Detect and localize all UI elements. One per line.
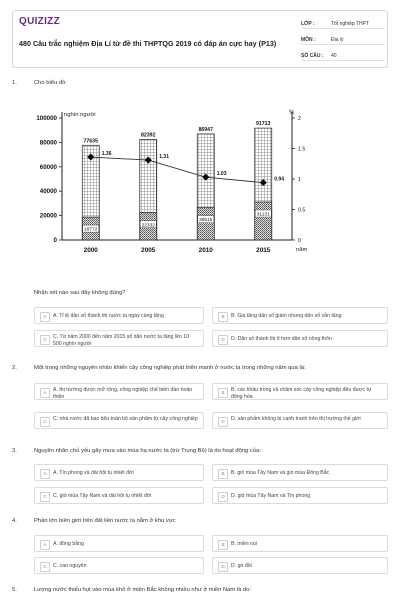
option-2c[interactable] (34, 412, 204, 429)
bar-urban (255, 202, 272, 240)
option-text: B. miền núi (231, 541, 257, 547)
option-letter: C (40, 417, 50, 427)
option-text: C. gió mùa Tây Nam và dải hội tụ nhiệt đới (53, 493, 152, 499)
y2-tick-label: 0 (298, 238, 301, 244)
option-2a[interactable] (34, 383, 204, 400)
growth-rate-label: 1.03 (216, 171, 227, 178)
y-axis-title: nghìn người (64, 112, 96, 118)
x-tick-label: 2000 (83, 247, 98, 254)
option-3c[interactable] (34, 487, 204, 504)
growth-rate-line (91, 157, 264, 183)
bar-urban (197, 208, 214, 240)
option-3a[interactable] (34, 464, 204, 481)
option-text: C. cao nguyên (53, 563, 87, 569)
bar-total-label: 82392 (141, 132, 156, 139)
option-3d[interactable] (212, 487, 388, 504)
option-4a[interactable] (34, 535, 204, 552)
option-letter: B (218, 312, 228, 322)
option-letter: B (218, 469, 228, 479)
question-text: Một trong những nguyên nhân khiến cây công nghiệp phát triển mạnh ở nước ta trong những năm qua là: (34, 365, 306, 371)
meta-row-count (301, 48, 385, 61)
question-number: 3. (12, 448, 17, 454)
x-axis-title: năm (296, 247, 308, 253)
bar-urban-label: 31131 (256, 212, 270, 218)
meta-label: SỐ CÂU : (301, 53, 324, 59)
option-text: B. các khâu trồng và chăm sóc cây công nghiệp đều được tự động hóa (231, 387, 372, 400)
meta-value: Tốt nghiệp THPT (331, 21, 369, 27)
question-text: Nguyên nhân chủ yếu gây mưa vào mùa hạ nước ta (trừ Trung Bộ) là do hoạt động của: (34, 448, 261, 454)
option-letter: C (40, 562, 50, 572)
meta-label: MÔN : (301, 37, 316, 43)
option-1d[interactable] (212, 330, 388, 347)
question-number: 5. (12, 587, 17, 593)
option-text: D. gió mùa Tây Nam và Tín phong (231, 493, 311, 499)
option-letter: B (218, 388, 228, 398)
bar-total-label: 86947 (198, 126, 213, 133)
question-4 (12, 518, 388, 528)
question-number: 2. (12, 365, 17, 371)
option-text: D. gò đồi (231, 563, 252, 569)
option-4b[interactable] (212, 535, 388, 552)
bar-total-label: 91713 (256, 121, 271, 128)
option-text: D. sản phẩm không bị cạnh tranh trên thị trường thế giới (231, 416, 361, 422)
y-tick-label: 20000 (39, 212, 57, 220)
growth-rate-label: 0.94 (274, 176, 284, 183)
meta-value: 40 (331, 53, 337, 59)
meta-row-subject (301, 32, 385, 45)
question-number: 4. (12, 518, 17, 524)
option-text: B. Gia tăng dân số giảm nhưng dân số vẫn tăng (231, 313, 342, 319)
y-tick-label: 80000 (39, 139, 57, 147)
question-text: Lượng nước thiếu hụt vào mùa khô ở miền Bắc không nhiều như ở miền Nam là do: (34, 587, 251, 593)
option-text: C. nhà nước đã bao tiêu toàn bộ sản phẩm từ cây công nghiệp (53, 416, 198, 422)
question-1 (12, 80, 388, 90)
option-letter: C (40, 492, 50, 502)
y-tick-label: 100000 (36, 115, 57, 122)
option-text: A. Tín phong và dải hội tụ nhiệt đới (53, 470, 134, 476)
option-1c[interactable] (34, 330, 204, 347)
option-letter: D (218, 562, 228, 572)
option-letter: A (40, 312, 50, 322)
growth-rate-label: 1.31 (159, 154, 169, 161)
option-letter: D (218, 417, 228, 427)
x-tick-label: 2010 (198, 247, 213, 254)
quizizz-logo[interactable]: QUIZIZZ (19, 16, 60, 27)
option-1a[interactable] (34, 307, 204, 324)
option-text: A. đồng bằng (53, 541, 84, 547)
quiz-title: 480 Câu trắc nghiệm Địa Lí từ đề thi THPTQG 2019 có đáp án cực hay (P13) (19, 39, 277, 48)
y-tick-label: 0 (53, 237, 57, 244)
option-letter: A (40, 388, 50, 398)
bar-urban-label: 26515 (199, 218, 213, 224)
option-2b[interactable] (212, 383, 388, 400)
quiz-meta (301, 16, 385, 64)
meta-row-class (301, 16, 385, 29)
option-letter: A (40, 469, 50, 479)
option-3b[interactable] (212, 464, 388, 481)
question-text: Cho biểu đồ: (34, 80, 67, 86)
option-letter: B (218, 540, 228, 550)
question-prompt: Nhận xét nào sau đây không đúng? (34, 290, 126, 296)
option-2d[interactable] (212, 412, 388, 429)
y2-axis-title: % (289, 110, 295, 116)
option-text: A. Tỉ lệ dân số thành thị nước ta ngày càng tăng (53, 313, 164, 319)
y2-tick-label: 1 (298, 177, 301, 183)
y2-tick-label: 0.5 (298, 207, 306, 214)
question-2 (12, 365, 388, 375)
option-1b[interactable] (212, 307, 388, 324)
bar-total-label: 77635 (83, 138, 98, 145)
question-text: Phần lớn biên giới trên đất liền nước ta nằm ở khu vực (34, 518, 176, 524)
option-text: D. Dân số thành thị ít hơn dân số nông thôn (231, 336, 332, 342)
option-text: C. Từ năm 2000 đến năm 2015 số dân nước ta tăng lên 10 500 nghìn người (53, 334, 189, 347)
y2-tick-label: 2 (298, 116, 301, 122)
question-3 (12, 448, 388, 458)
bar-urban-label: 18772 (84, 227, 98, 233)
meta-label: LỚP : (301, 21, 315, 27)
option-text: A. thị trường được mở rộng, công nghiệp chế biến dần hoàn thiện (53, 387, 193, 400)
y-tick-label: 60000 (39, 163, 57, 171)
option-letter: C (40, 335, 50, 345)
question-1-prompt (12, 290, 388, 300)
x-tick-label: 2015 (256, 247, 271, 254)
question-number: 1. (12, 80, 17, 86)
bar-urban-label: 22332 (141, 223, 155, 229)
growth-rate-label: 1.36 (101, 151, 112, 158)
question-5 (12, 587, 388, 597)
x-tick-label: 2005 (141, 247, 156, 254)
option-text: B. gió mùa Tây Nam và gió mùa Đông Bắc (231, 470, 330, 476)
population-chart (30, 104, 330, 264)
option-4c[interactable] (34, 557, 204, 574)
option-4d[interactable] (212, 557, 388, 574)
meta-value: Địa lý (331, 37, 344, 43)
y-tick-label: 40000 (39, 188, 57, 196)
option-letter: D (218, 335, 228, 345)
quiz-header (12, 10, 388, 68)
option-letter: A (40, 540, 50, 550)
y2-tick-label: 1.5 (298, 146, 306, 153)
option-letter: D (218, 492, 228, 502)
